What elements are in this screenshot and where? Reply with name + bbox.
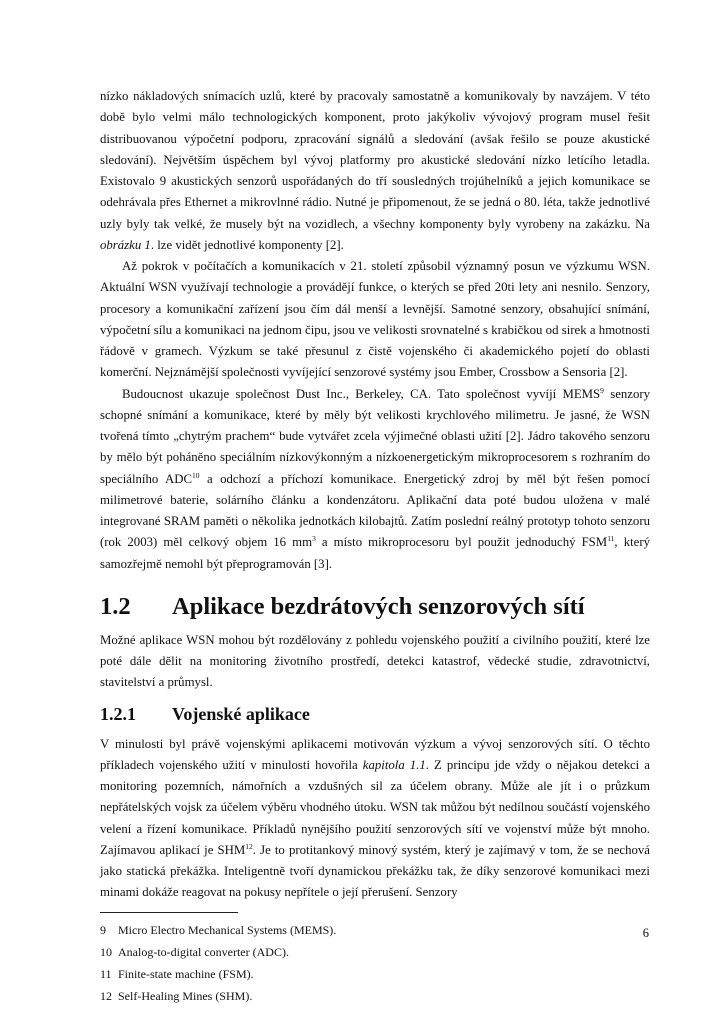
footnote-number: 9: [100, 922, 106, 937]
paragraph-text: Budoucnost ukazuje společnost Dust Inc., Berkeley, CA. Tato společnost vyvíjí MEMS: [122, 386, 601, 401]
paragraph-text: . Z principu jde vždy o nějakou detekci a monitoring pozemních, námořních a vzdušných sil za účelem obrany. Může ale jít i o průzkum nepřátelských vojsk za účelem výběru vhodného útoku. WSN tak můžou být nedílnou součástí vojenského velení a řízení komunikace. Příkladů nynějšího použití senzorových sítí ve vojenství může být mnoho. Zajímavou aplikací je SHM: [100, 757, 650, 857]
section-paragraph: Možné aplikace WSN mohou být rozdělovány z pohledu vojenského použití a civilního použití, které lze poté dále dělit na monitoring životního prostředí, detekci katastrof, vědecké studie, zdravotnictví, stavitelství a průmysl.: [100, 632, 650, 690]
footnote-marker: 11: [607, 534, 615, 544]
section-title: Aplikace bezdrátových senzorových sítí: [172, 592, 585, 620]
section-number: 1.2: [100, 592, 131, 620]
paragraph-future: [100, 384, 650, 575]
footnote-number: 10: [100, 944, 112, 959]
footnote-number: 12: [100, 988, 112, 1003]
footnote-marker: 9: [600, 385, 604, 395]
paragraph-text: V minulosti byl právě vojenskými aplikacemi motivován výzkum a vývoj senzorových sítí. O těchto příkladech vojenského užití v minulosti hovořila: [100, 736, 650, 772]
footnote: [100, 941, 650, 963]
paragraph-progress: Až pokrok v počítačích a komunikacích v 21. století způsobil významný posun ve výzkumu WSN. Aktuální WSN využívají technologie a provádějí funkce, o kterých se před 20ti lety ani nesnilo. Senzory, procesory a komunikační zařízení jsou čím dál menší a levnější. Samotné senzory, obsahující snímání, výpočetní sílu a komunikaci na jednom čipu, jsou ve velikosti srovnatelné s krabičkou od sirek a hmotnosti řádově v gramech. Výzkum se také přesunul z čistě vojenského či akademického pojetí do oblasti komerční. Nejznámější společnosti vyvíjející senzorové systémy jsou Ember, Crossbow a Sensoria [2].: [100, 259, 650, 380]
subsection-paragraph: [100, 734, 650, 904]
chapter-reference: kapitola 1.1: [362, 757, 426, 772]
footnote: [100, 963, 650, 985]
paragraph-text: . lze vidět jednotlivé komponenty [2].: [150, 237, 344, 252]
paragraph-text: senzory schopné snímání a komunikace, které by měly být velikosti krychlového milimetru. Je jasné, že WSN tvořená tímto „chytrým prachem“ bude vytvářet zcela výjimečné oblasti užití [2]. Jádro takového senzoru by mělo být poháněno speciálním nízkovýkonným a nízkoenergetickým mikroprocesorem s rozhraním do speciálního ADC: [100, 386, 651, 486]
superscript-exponent: 3: [312, 534, 316, 544]
paragraph-text: a místo mikroprocesoru byl použit jednoduchý FSM: [315, 535, 608, 550]
footnote: [100, 985, 650, 1007]
footnote-text: Micro Electro Mechanical Systems (MEMS).: [118, 922, 337, 937]
footnote-text: Self-Healing Mines (SHM).: [118, 988, 253, 1003]
subsection-title: Vojenské aplikace: [172, 703, 310, 724]
paragraph-text: . Je to protitankový minový systém, který je zajímavý v tom, že se nechová jako statická překážka. Inteligentně tvoří dynamickou překážku tak, že díky senzorové komunikaci mezi minami dokáže reagovat na pokusy nepřítele o její přerušení. Senzory: [100, 842, 650, 900]
footnote-marker: 12: [245, 841, 253, 851]
paragraph-text: , který samozřejmě nemohl být přeprogramován [3].: [100, 535, 650, 571]
subsection-number: 1.2.1: [100, 703, 136, 724]
footnote-marker: 10: [192, 470, 200, 480]
page-number: 6: [642, 926, 649, 940]
paragraph-text: nízko nákladových snímacích uzlů, které by pracovaly samostatně a komunikovaly by navzájem. V této době bylo velmi málo technologických komponent, proto jakýkoliv vývojový program musel řešit distribuovanou výpočetní podporu, zpracování signálů a sledování (avšak řešilo se pouze akustické sledování). Největším úspěchem byl vývoj platformy pro akustické sledování nízko letícího letadla. Existovalo 9 akustických senzorů uspořádaných do tří sousledných trojúhelníků a jejich komunikace se odehrávala přes Ethernet a mikrovlnné rádio. Nutné je připomenout, že se jedná o 80. léta, takže jednotlivé uzly byly tak velké, že musely být na vozidlech, a všechny komponenty byly vyrobeny na zakázku. Na: [100, 89, 650, 231]
footnote-text: Analog-to-digital converter (ADC).: [118, 944, 289, 959]
footnote-number: 11: [100, 966, 112, 981]
paragraph-text: a odchozí a příchozí komunikace. Energetický zdroj by měl být řešen pomocí milimetrové baterie, solárního článku a kondenzátoru. Aplikační data poté budou uložena v malé integrované SRAM paměti o několika jednotkách kilobajtů. Zatím poslední reálný prototyp tohoto senzoru (rok 2003) měl celkový objem 16 mm: [100, 471, 650, 550]
figure-reference: obrázku 1: [100, 237, 151, 252]
page-content: [100, 86, 650, 1007]
footnote-divider: [100, 912, 238, 913]
footnote: [100, 919, 650, 941]
footnote-text: Finite-state machine (FSM).: [118, 966, 254, 981]
subsection-heading: [100, 702, 650, 726]
paragraph-history: [100, 86, 650, 256]
section-heading: [100, 592, 650, 622]
